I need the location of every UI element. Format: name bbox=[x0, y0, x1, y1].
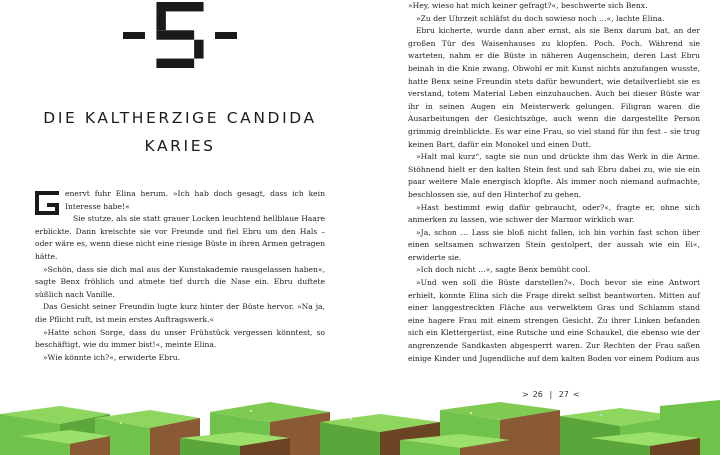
right-paragraph: »Hast bestimmt ewig dafür gebraucht, oder?«, fragte er, ohne sich anmerken zu lassen, wie schwer der Marmor wirklich war. bbox=[408, 202, 700, 225]
right-paragraph: Ebru kicherte, wurde dann aber ernst, als sie Benx darum bat, an der großen Tür des Waisenhauses zu klopfen. Poch. Poch. Während sie warteten, nahm er die Büste in näheren Augenschein, deren Last Ebru beinah in die Knie zwang. Obwohl er mit Kunst nichts anzufangen wusste, hatte Benx seine Freundin stets dafür bewundert, wie detailverliebt sie es verstand, totem Material Leben einzuhauchen. Auch bei dieser Büste war ihr in seinen Augen ein Meisterwerk gelungen. Filigran waren die Ausarbeitungen der Gesichtszüge, auch wenn die dargestellte Person grimmig dreinblickte. Es war eine Frau, so viel stand für ihn fest – sie trug keinen Bart, dafür ein Monokel und einen Dutt. bbox=[408, 26, 700, 149]
page-number-right: 27 bbox=[558, 390, 569, 399]
pixel-dropcap-g-icon bbox=[35, 190, 59, 216]
left-paragraph: »Wie könnte ich?«, erwiderte Ebru. bbox=[43, 352, 181, 362]
right-paragraph: »Und wen soll die Büste darstellen?«. Doch bevor sie eine Antwort erhielt, konnte Elina sich die Frage direkt selbst beantworten. Mitten auf einer langgestreckten Fläche aus verwelktem Gras und Schlamm stand eine hagere Frau mit einem strengen Gesicht. Zu ihrer Linken befanden sich ein Klettergerüst, eine Rutsche und eine Schaukel, die ebenso wie der angrenzende Sandkasten abgesperrt waren. Zur Rechten der Frau saßen einige Kinder und Jugendliche auf dem kalten Boden vor einem Podium aus bbox=[408, 278, 700, 363]
left-paragraph: Das Gesicht seiner Freundin lugte kurz hinter der Büste hervor. »Na ja, die Pflicht ruft, ist mein erstes Auftragswerk.« bbox=[35, 302, 325, 324]
right-paragraph: »Zu der Uhrzeit schläfst du doch sowieso noch …«, lachte Elina. bbox=[416, 13, 665, 23]
left-body-text bbox=[35, 188, 325, 364]
left-paragraph: enervt fuhr Elina herum. »Ich hab doch gesagt, dass ich kein Interesse habe!« bbox=[65, 189, 325, 211]
landscape-blocks bbox=[0, 400, 720, 455]
page-number-arrow-icon: < bbox=[572, 390, 580, 399]
right-paragraph: »Ich doch nicht …«, sagte Benx bemüht cool. bbox=[416, 265, 591, 275]
right-paragraph: »Halt mal kurz“, sagte sie nun und drückte ihm das Werk in die Arme. Stöhnend hielt er den kalten Stein fest und sah Ebru dabei zu, wie sie ein paar weitere Male energisch klopfte. Als immer noch niemand aufmachte, beschlossen sie, auf den Hinterhof zu gehen. bbox=[408, 152, 700, 199]
dash-left bbox=[123, 32, 145, 39]
pixel-digit-five-icon bbox=[155, 2, 205, 68]
blocky-landscape-illustration bbox=[0, 392, 720, 455]
right-paragraph: »Ja, schon … Lass sie bloß nicht fallen, ich bin vorhin fast schon über einen seltsamen schwarzen Stein gestolpert, der aussah wie ein Ei«, erwiderte sie. bbox=[408, 227, 700, 262]
dash-right bbox=[215, 32, 237, 39]
right-body-text bbox=[408, 0, 700, 365]
chapter-number bbox=[110, 0, 250, 70]
right-paragraph: »Hey, wieso hat mich keiner gefragt?«, beschwerte sich Benx. bbox=[408, 1, 648, 10]
page-number-arrow-icon: > bbox=[522, 390, 529, 399]
right-page bbox=[360, 0, 720, 455]
page-number-left: 26 bbox=[532, 390, 543, 399]
left-paragraph: Sie stutze, als sie statt grauer Locken leuchtend hellblaue Haare erblickte. Dann kreischte sie vor Freunde und fiel Ebru um den Hals – oder wäre es, wenn diese nicht eine riesige Büste in ihren Armen getragen hätte. bbox=[35, 214, 325, 261]
chapter-title bbox=[30, 104, 330, 160]
left-paragraph: »Schön, dass sie dich mal aus der Kunstakademie rausgelassen haben«, sagte Benx fröhlich und atmete tief durch die Nase ein. Ebru duftete süßlich nach Vanille. bbox=[35, 264, 325, 299]
left-paragraph: »Hatte schon Sorge, dass du unser Frühstück vergessen könntest, so beschäftigt, wie du immer bist!«, meinte Elina. bbox=[35, 327, 325, 350]
chapter-title-line-1: DIE KALTHERZIGE CANDIDA bbox=[43, 109, 317, 127]
page-number-separator: | bbox=[549, 390, 553, 399]
chapter-title-line-2: KARIES bbox=[144, 137, 216, 155]
